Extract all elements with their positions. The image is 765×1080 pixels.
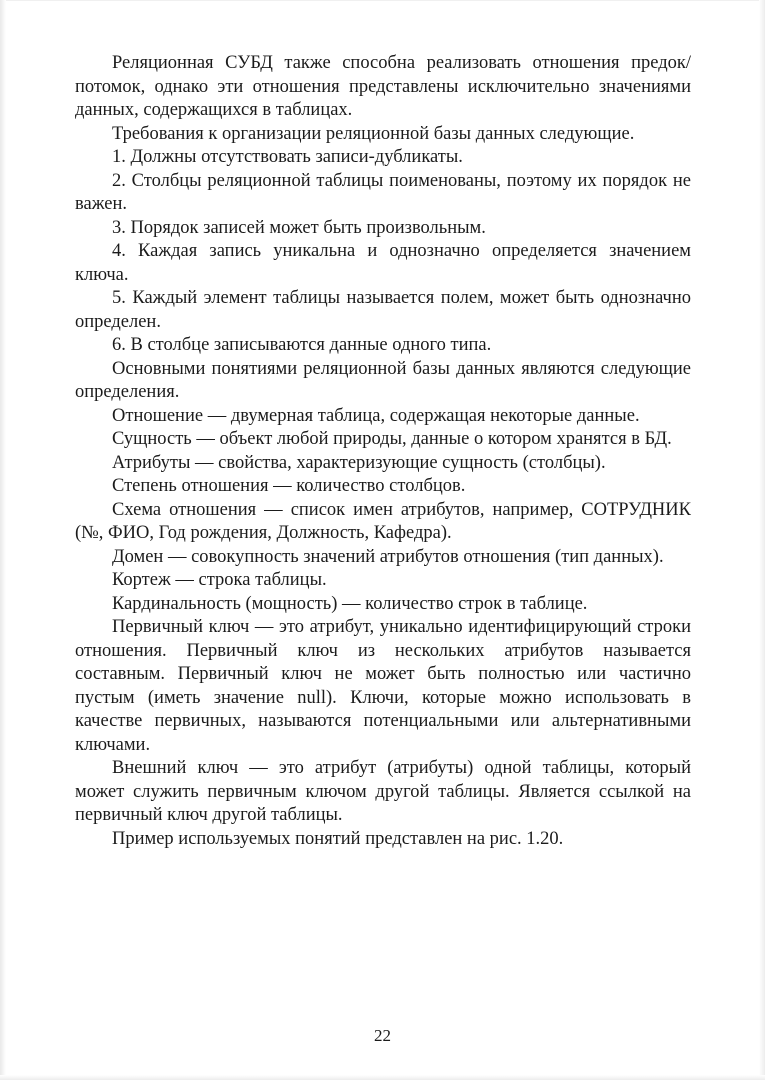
paragraph: Пример используемых понятий представлен на рис. 1.20. xyxy=(112,828,564,849)
paragraph: Домен — совокупность значений атрибутов отношения (тип данных). xyxy=(112,546,664,567)
text-block xyxy=(75,52,691,851)
paragraph: Сущность — объект любой природы, данные о котором хранятся в БД. xyxy=(112,429,672,449)
paragraph: Степень отношения — количество столбцов. xyxy=(112,476,466,496)
paragraph: 1. Должны отсутствовать записи-дубликаты. xyxy=(112,147,463,167)
paragraph: 6. В столбце записываются данные одного типа. xyxy=(112,335,492,355)
paragraph: Основными понятиями реляционной базы данных являются следующие определения. xyxy=(75,358,691,402)
paragraph: Схема отношения — список имен атрибутов, например, СОТРУДНИК (№, ФИО, Год рождения, Должность, Кафедра). xyxy=(75,499,691,543)
scan-edge-left xyxy=(0,0,6,1080)
paragraph: Внешний ключ — это атрибут (атрибуты) одной таблицы, который может служить первичным ключом другой таблицы. Является ссылкой на первичный ключ другой таблицы. xyxy=(75,758,691,825)
scan-edge-right xyxy=(759,0,765,1080)
paragraph: Требования к организации реляционной базы данных следующие. xyxy=(112,123,635,144)
paragraph: 2. Столбцы реляционной таблицы поименованы, поэтому их порядок не важен. xyxy=(75,170,691,214)
paragraph: Отношение — двумерная таблица, содержащая некоторые данные. xyxy=(112,405,640,426)
paragraph: 4. Каждая запись уникальна и однозначно определяется значением ключа. xyxy=(75,241,691,285)
paragraph: Кортеж — строка таблицы. xyxy=(112,570,327,590)
paragraph: Кардинальность (мощность) — количество строк в таблице. xyxy=(112,593,588,614)
paragraph: Атрибуты — свойства, характеризующие сущность (столбцы). xyxy=(112,452,606,473)
paragraph: Реляционная СУБД также способна реализовать отношения предок/потомок, однако эти отношения представлены исключительно значениями данных, содержащихся в таблицах. xyxy=(75,53,691,120)
paragraph: 5. Каждый элемент таблицы называется полем, может быть однозначно определен. xyxy=(75,288,691,332)
page-number: 22 xyxy=(374,1026,391,1045)
paragraph: Первичный ключ — это атрибут, уникально идентифицирующий строки отношения. Первичный ключ из нескольких атрибутов называется составным. Первичный ключ не может быть полностью или частично пустым (иметь значение null). Ключи, которые можно использовать в качестве первичных, называются потенциальными или альтернативными ключами. xyxy=(75,617,691,755)
paragraph: 3. Порядок записей может быть произвольным. xyxy=(112,217,486,238)
scan-edge-bottom xyxy=(0,1075,765,1080)
